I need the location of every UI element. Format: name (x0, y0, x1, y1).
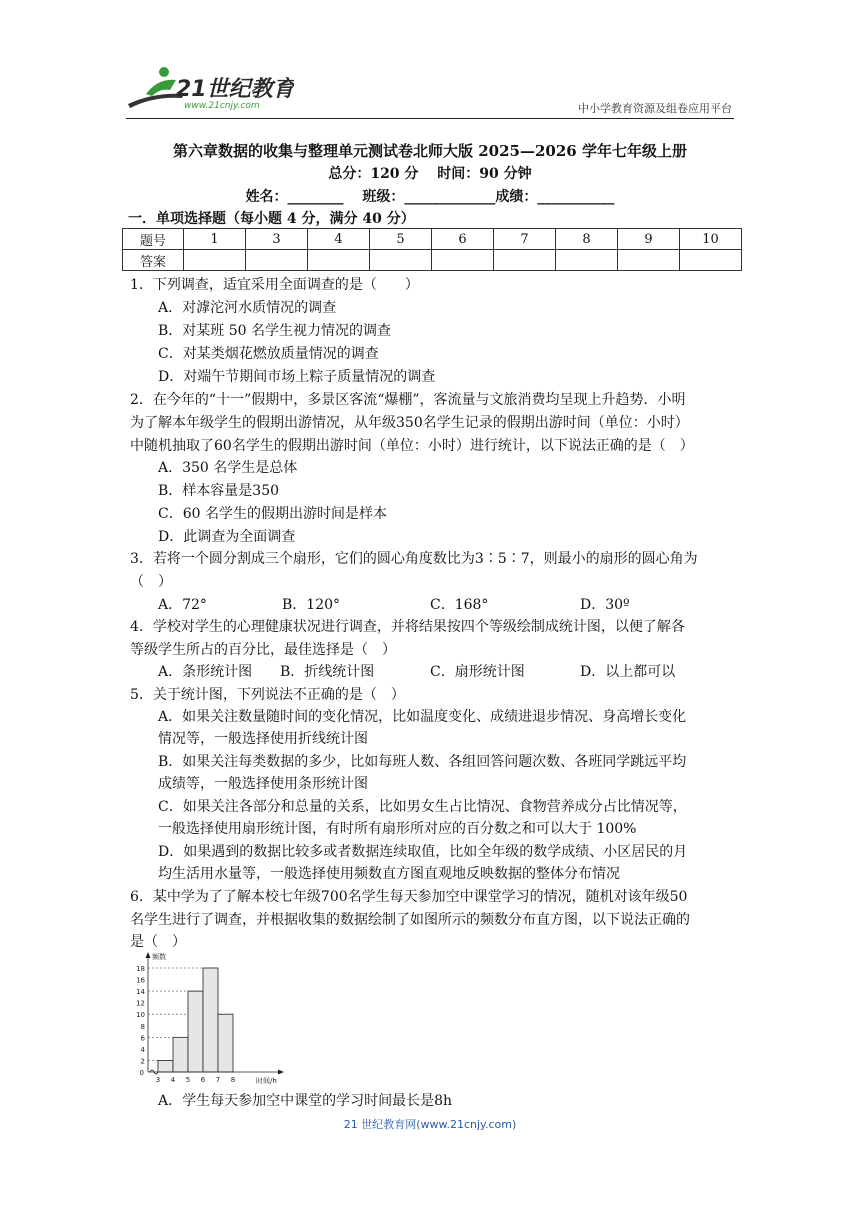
histogram-bar (188, 991, 203, 1072)
origin-label: 0 (139, 1069, 144, 1077)
page-footer: 21 世纪教育网(www.21cnjy.com) (343, 1118, 517, 1131)
x-tick-label: 4 (170, 1076, 176, 1084)
question-6-line: 是（ ） (130, 934, 186, 950)
question-3-line: （ ） (130, 574, 172, 590)
x-axis-arrow (278, 1070, 284, 1075)
y-tick-label: 4 (140, 1045, 145, 1054)
histogram-bar (158, 1060, 173, 1072)
q1-option-b: B．对某班 50 名学生视力情况的调查 (158, 323, 392, 339)
histogram-bar (218, 1014, 233, 1072)
answer-cell[interactable] (246, 250, 308, 271)
histogram-chart (128, 950, 298, 1090)
y-tick-label: 8 (140, 1022, 145, 1031)
q5-option-d-cont: 均生活用水量等，一般选择使用频数直方图直观地反映数据的整体分布情况 (158, 866, 620, 882)
x-tick-label: 3 (155, 1076, 161, 1084)
question-2-line: 2．在今年的“十一”假期中，多景区客流“爆棚”，客流量与文旅消费均呈现上升趋势．小明 (130, 392, 686, 408)
x-tick-label: 7 (215, 1076, 221, 1084)
question-5-stem: 5．关于统计图，下列说法不正确的是（ ） (130, 687, 405, 703)
table-head-cell: 题号 (123, 229, 184, 250)
y-axis-label: 频数 (152, 953, 166, 961)
q4-option-b: B．折线统计图 (280, 664, 375, 680)
q4-option-a: A．条形统计图 (158, 664, 253, 680)
y-tick-label: 2 (140, 1057, 145, 1066)
answer-cell[interactable] (184, 250, 246, 271)
table-row (123, 229, 742, 250)
histogram-bar (173, 1037, 188, 1072)
q3-option-a: A．72° (158, 597, 207, 613)
histogram-figure (128, 950, 298, 1090)
answer-cell[interactable] (494, 250, 556, 271)
page-title: 第六章数据的收集与整理单元测试卷北师大版 2025—2026 学年七年级上册 (173, 142, 687, 160)
x-axis-label: 时间/h (256, 1077, 277, 1085)
q5-option-b-cont: 成绩等，一般选择使用条形统计图 (158, 776, 368, 792)
q3-option-b: B．120° (282, 597, 341, 613)
table-head-cell: 答案 (123, 250, 184, 271)
y-tick-label: 18 (136, 965, 145, 973)
q4-option-d: D．以上都可以 (580, 664, 676, 680)
answer-cell[interactable] (680, 250, 742, 271)
q5-option-a-cont: 情况等，一般选择使用折线统计图 (158, 731, 368, 747)
answer-cell[interactable] (432, 250, 494, 271)
question-3-line: 3．若将一个圆分割成三个扇形，它们的圆心角度数比为3∶5∶7，则最小的扇形的圆心角为 (130, 551, 698, 567)
table-cell: 6 (432, 229, 494, 250)
q1-option-d: D．对端午节期间市场上粽子质量情况的调查 (158, 369, 436, 385)
question-6-line: 名学生进行了调查，并根据收集的数据绘制了如图所示的频数分布直方图，以下说法正确的 (130, 912, 690, 928)
q3-option-d: D．30º (580, 597, 630, 613)
platform-name: 中小学教育资源及组卷应用平台 (578, 102, 732, 115)
q5-option-b: B．如果关注每类数据的多少，比如每班人数、各组回答问题次数、各班同学跳远平均 (158, 754, 687, 770)
q3-option-c: C．168° (430, 597, 489, 613)
question-6-line: 6．某中学为了了解本校七年级700名学生每天参加空中课堂学习的情况，随机对该年级50 (130, 889, 688, 905)
y-tick-label: 12 (136, 999, 145, 1008)
histogram-bar (203, 968, 218, 1072)
q1-option-c: C．对某类烟花燃放质量情况的调查 (158, 346, 379, 362)
table-cell: 1 (184, 229, 246, 250)
q2-option-b: B．样本容量是350 (158, 483, 280, 499)
q2-option-a: A．350 名学生是总体 (158, 460, 298, 476)
header-divider (126, 118, 734, 119)
table-cell: 4 (308, 229, 370, 250)
answer-cell[interactable] (618, 250, 680, 271)
y-tick-label: 16 (136, 976, 145, 985)
answer-cell[interactable] (308, 250, 370, 271)
x-tick-label: 5 (185, 1076, 191, 1084)
table-cell: 5 (370, 229, 432, 250)
answer-table (122, 228, 742, 271)
site-logo (124, 64, 294, 114)
question-2-line: 中随机抽取了60名学生的假期出游时间（单位：小时）进行统计，以下说法正确的是（ ） (130, 438, 694, 454)
question-4-line: 等级学生所占的百分比，最佳选择是（ ） (130, 642, 396, 658)
q6-option-a: A．学生每天参加空中课堂的学习时间最长是8h (158, 1093, 453, 1109)
y-tick-label: 10 (136, 1011, 145, 1020)
table-cell: 8 (556, 229, 618, 250)
section-heading: 一．单项选择题（每小题 4 分，满分 40 分） (128, 211, 415, 227)
q5-option-c-cont: 一般选择使用扇形统计图，有时所有扇形所对应的百分数之和可以大于 100% (158, 821, 637, 837)
q1-option-a: A．对滹沱河水质情况的调查 (158, 300, 337, 316)
logo-url: www.21cnjy.com (184, 101, 260, 111)
q4-option-c: C．扇形统计图 (430, 664, 525, 680)
x-tick-label: 6 (200, 1076, 206, 1084)
x-tick-label: 8 (230, 1076, 236, 1084)
q2-option-d: D．此调查为全面调查 (158, 529, 296, 545)
answer-cell[interactable] (556, 250, 618, 271)
y-tick-label: 6 (140, 1034, 145, 1043)
q5-option-c: C．如果关注各部分和总量的关系，比如男女生占比情况、食物营养成分占比情况等， (158, 799, 687, 815)
q5-option-d: D．如果遇到的数据比较多或者数据连续取值，比如全年级的数学成绩、小区居民的月 (158, 844, 688, 860)
question-2-line: 为了解本年级学生的假期出游情况，从年级350名学生记录的假期出游时间（单位：小时） (130, 415, 689, 431)
q5-option-a: A．如果关注数量随时间的变化情况，比如温度变化、成绩进退步情况、身高增长变化 (158, 709, 687, 725)
table-cell: 3 (246, 229, 308, 250)
question-4-line: 4．学校对学生的心理健康状况进行调查，并将结果按四个等级绘制成统计图，以便了解各 (130, 619, 685, 635)
y-axis-arrow (146, 952, 151, 958)
table-row (123, 250, 742, 271)
table-cell: 7 (494, 229, 556, 250)
table-cell: 10 (680, 229, 742, 250)
table-cell: 9 (618, 229, 680, 250)
student-info: 姓名：________ 班级：_____________成绩：___________ (245, 189, 615, 205)
exam-meta: 总分：120 分 时间：90 分钟 (328, 166, 532, 182)
logo-text: 21世纪教育 (176, 77, 294, 102)
question-1-stem: 1．下列调查，适宜采用全面调查的是（ ） (130, 277, 419, 293)
q2-option-c: C．60 名学生的假期出游时间是样本 (158, 506, 387, 522)
answer-cell[interactable] (370, 250, 432, 271)
y-tick-label: 14 (136, 988, 145, 997)
